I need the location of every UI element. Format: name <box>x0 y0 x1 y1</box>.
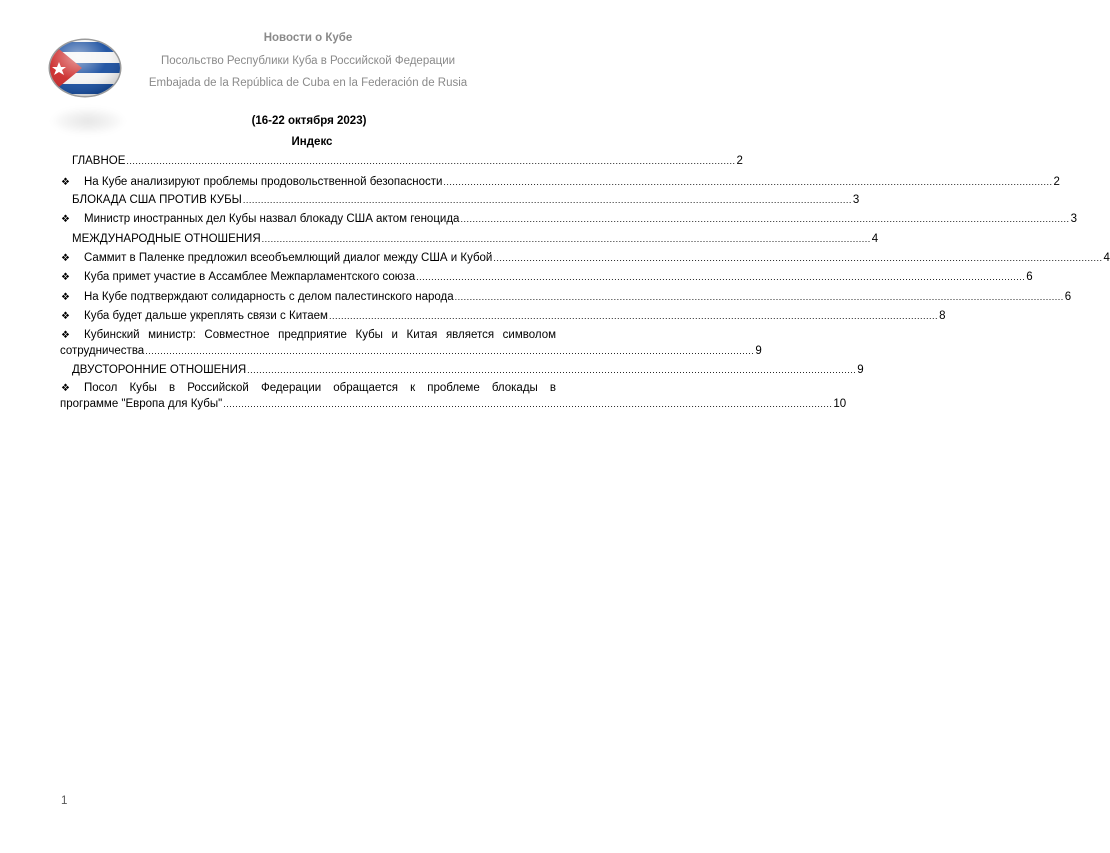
leader-dots: ........................................................................................................................................................................................................... <box>126 156 736 166</box>
toc-entry-text: Посол Кубы в Российской Федерации обращается к проблеме блокады в <box>84 382 556 394</box>
leader-dots: ........................................................................................................................................................................................................... <box>416 272 1026 282</box>
bullet-icon: ❖ <box>61 272 70 283</box>
leader-dots: ........................................................................................................................................................................................................... <box>443 177 1053 187</box>
toc-page-number: 6 <box>1064 291 1072 303</box>
bullet-icon: ❖ <box>61 311 70 322</box>
page-number: 1 <box>61 795 68 807</box>
toc-entry-text: Куба будет дальше укреплять связи с Китаем <box>84 310 328 322</box>
date-range: (16-22 октября 2023) <box>251 115 367 127</box>
toc-entry[interactable] <box>60 269 1033 285</box>
toc-page-number: 6 <box>1026 271 1033 283</box>
bullet-icon: ❖ <box>61 177 70 188</box>
toc-page-number: 3 <box>852 194 860 206</box>
leader-dots: ........................................................................................................................................................................................................... <box>145 346 755 356</box>
bullet-icon: ❖ <box>61 292 70 303</box>
toc-entry-text: На Кубе подтверждают солидарность с делом палестинского народа <box>84 291 454 303</box>
toc-entry-text: ДВУСТОРОННИЕ ОТНОШЕНИЯ <box>72 364 247 376</box>
bullet-icon: ❖ <box>61 214 70 225</box>
toc-page-number: 10 <box>833 398 847 410</box>
toc-entry-text: ГЛАВНОЕ <box>72 155 126 167</box>
toc-entry-text: БЛОКАДА США ПРОТИВ КУБЫ <box>72 194 242 206</box>
toc-section-main[interactable] <box>60 153 743 169</box>
index-title: Индекс <box>291 136 333 148</box>
toc-section-bilateral[interactable] <box>60 362 864 378</box>
toc-page-number: 2 <box>736 155 743 167</box>
header-embassy-ru: Посольство Республики Куба в Российской Федерации <box>160 55 456 67</box>
header-embassy-es: Embajada de la República de Cuba en la Federación de Rusia <box>148 77 468 89</box>
toc-entry-text: Кубинский министр: Совместное предприятие Кубы и Китая является символом <box>84 329 556 341</box>
toc-entry-text: Куба примет участие в Ассамблее Межпарламентского союза <box>84 271 416 283</box>
leader-dots: ........................................................................................................................................................................................................... <box>247 365 857 375</box>
toc-page-number: 8 <box>939 310 946 322</box>
leader-dots: ........................................................................................................................................................................................................... <box>460 214 1070 224</box>
toc-entry[interactable] <box>60 289 1072 305</box>
toc-page-number: 9 <box>857 364 864 376</box>
toc-entry[interactable] <box>60 380 847 412</box>
toc-page-number: 3 <box>1070 213 1077 225</box>
toc-entry[interactable] <box>60 327 762 359</box>
leader-dots: ........................................................................................................................................................................................................... <box>454 292 1064 302</box>
toc-page-number: 2 <box>1053 176 1060 188</box>
leader-dots: ........................................................................................................................................................................................................... <box>223 399 833 409</box>
cuba-flag-logo <box>48 38 122 98</box>
bullet-icon: ❖ <box>61 253 70 264</box>
toc-entry-text: Министр иностранных дел Кубы назвал блокаду США актом геноцида <box>84 213 460 225</box>
bullet-icon: ❖ <box>61 330 70 341</box>
toc-entry-text-continued: сотрудничества <box>60 345 145 357</box>
toc-entry[interactable] <box>60 211 1077 227</box>
leader-dots: ........................................................................................................................................................................................................... <box>261 234 871 244</box>
toc-page-number: 9 <box>755 345 762 357</box>
toc-entry-text-continued: программе "Европа для Кубы" <box>60 398 223 410</box>
leader-dots: ........................................................................................................................................................................................................... <box>493 253 1103 263</box>
header-title: Новости о Кубе <box>263 32 353 44</box>
toc-page-number: 4 <box>1103 252 1110 264</box>
toc-section-international[interactable] <box>60 231 879 247</box>
leader-dots: ........................................................................................................................................................................................................... <box>328 311 939 321</box>
toc-entry[interactable] <box>60 174 1060 190</box>
toc-entry-text: Саммит в Паленке предложил всеобъемлющий диалог между США и Кубой <box>84 252 493 264</box>
toc-entry[interactable] <box>60 250 1110 266</box>
toc-entry-text: На Кубе анализируют проблемы продовольственной безопасности <box>84 176 443 188</box>
toc-entry[interactable] <box>60 308 946 324</box>
bullet-icon: ❖ <box>61 383 70 394</box>
toc-page-number: 4 <box>871 233 879 245</box>
leader-dots: ........................................................................................................................................................................................................... <box>242 195 852 205</box>
toc-entry-text: МЕЖДУНАРОДНЫЕ ОТНОШЕНИЯ <box>72 233 261 245</box>
toc-section-blockade[interactable] <box>60 192 860 208</box>
